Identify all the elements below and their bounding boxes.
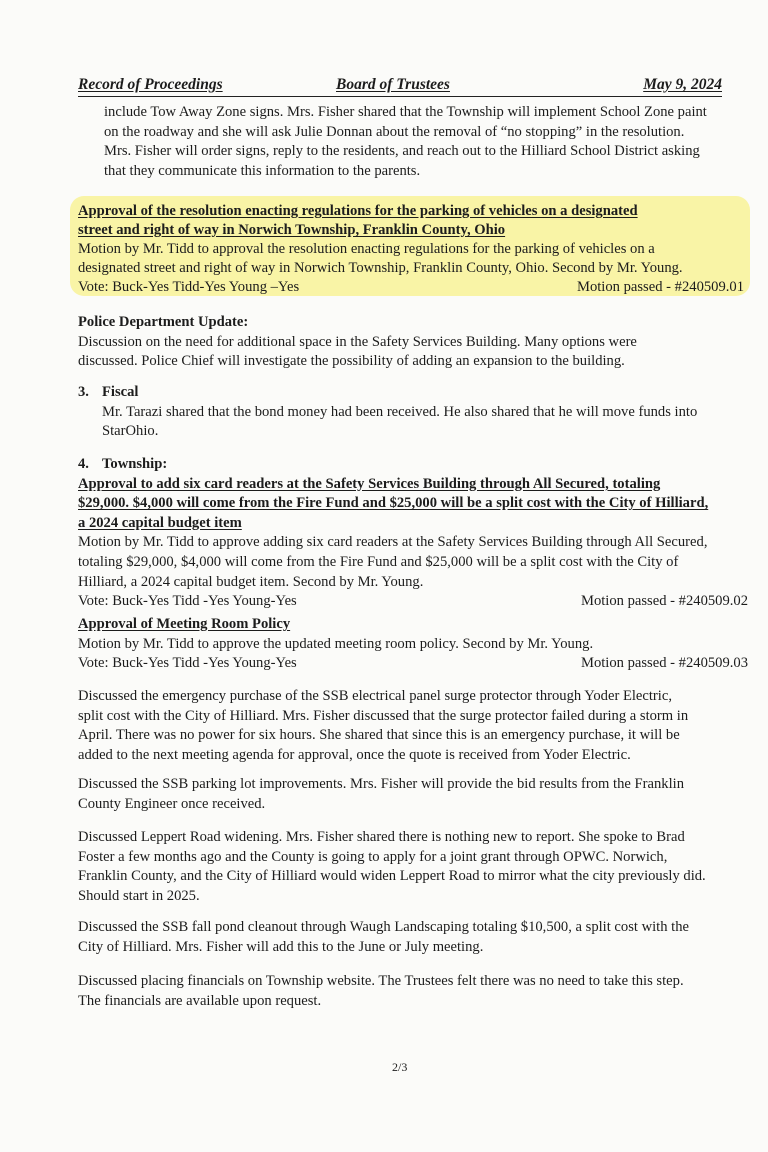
police-update-title: Police Department Update:: [78, 314, 249, 330]
fiscal-section: [78, 383, 750, 442]
discussion-paragraph: [78, 828, 750, 906]
intro-line: Mrs. Fisher will order signs, reply to the residents, and reach out to the Hilliard School District asking: [104, 143, 700, 160]
parking-resolution-motion: designated street and right of way in Norwich Township, Franklin County, Ohio. Second by Mr. Young.: [78, 260, 683, 276]
intro-line: include Tow Away Zone signs. Mrs. Fisher shared that the Township will implement School Zone paint: [104, 104, 707, 120]
discussion-line: City of Hilliard. Mrs. Fisher will add this to the June or July meeting.: [78, 938, 484, 955]
card-readers-motion: Hilliard, a 2024 capital budget item. Second by Mr. Young.: [78, 573, 424, 590]
header-date: May 9, 2024: [643, 76, 722, 93]
fiscal-title: 3. Fiscal: [78, 384, 139, 400]
discussion-line: County Engineer once received.: [78, 795, 266, 812]
discussion-paragraph: [78, 918, 750, 957]
police-update-line: discussed. Police Chief will investigate the possibility of adding an expansion to the building.: [78, 353, 625, 370]
meeting-room-section: [78, 615, 748, 674]
discussion-line: April. There was no power for six hours. She shared that since this is an emergency purchase, it will be: [78, 727, 680, 744]
intro-line: that they communicate this information to the parents.: [104, 162, 421, 179]
vote-text: Vote: Buck-Yes Tidd-Yes Young –Yes: [78, 279, 300, 295]
header-board-of-trustees: Board of Trustees: [336, 76, 450, 93]
parking-resolution-section: [78, 202, 744, 297]
discussion-line: Discussed placing financials on Township website. The Trustees felt there was no need to take this step.: [78, 973, 684, 989]
discussion-paragraph: [78, 775, 750, 814]
parking-resolution-motion: Motion by Mr. Tidd to approval the resolution enacting regulations for the parking of vehicles on a: [78, 241, 655, 257]
parking-resolution-title: street and right of way in Norwich Township, Franklin County, Ohio: [78, 222, 506, 238]
card-readers-motion: totaling $29,000, $4,000 will come from the Fire Fund and $25,000 will be a split cost with the City of: [78, 553, 679, 570]
discussion-paragraph: [78, 687, 750, 765]
card-readers-title: Approval to add six card readers at the Safety Services Building through All Secured, totaling: [78, 475, 661, 492]
fiscal-line: Mr. Tarazi shared that the bond money had been received. He also shared that he will move funds into: [102, 403, 698, 420]
discussion-paragraph: [78, 972, 750, 1011]
intro-paragraph: [104, 103, 754, 181]
meeting-room-title: Approval of Meeting Room Policy: [78, 616, 291, 632]
motion-result: Motion passed - #240509.03: [580, 655, 748, 672]
card-readers-motion: Motion by Mr. Tidd to approve adding six card readers at the Safety Services Building through All Secured,: [78, 534, 708, 551]
discussion-line: Discussed Leppert Road widening. Mrs. Fisher shared there is nothing new to report. She spoke to Brad: [78, 829, 685, 845]
header-record-of-proceedings: Record of Proceedings: [78, 76, 223, 93]
police-update-line: Discussion on the need for additional space in the Safety Services Building. Many options were: [78, 333, 637, 350]
discussion-line: Foster a few months ago and the County is going to apply for a joint grant through OPWC. Norwich,: [78, 848, 668, 865]
discussion-line: The financials are available upon request.: [78, 992, 322, 1009]
card-readers-title: $29,000. $4,000 will come from the Fire Fund and $25,000 will be a split cost with the City of Hilliard,: [78, 495, 709, 512]
motion-result: Motion passed - #240509.02: [580, 593, 748, 610]
discussion-line: split cost with the City of Hilliard. Mrs. Fisher discussed that the surge protector failed during a storm in: [78, 707, 689, 724]
vote-row: [78, 654, 748, 674]
intro-line: on the roadway and she will ask Julie Donnan about the removal of “no stopping” in the resolution.: [104, 123, 685, 140]
vote-text: Vote: Buck-Yes Tidd -Yes Young-Yes: [78, 655, 297, 672]
township-section: [78, 455, 748, 612]
vote-row: [78, 592, 748, 612]
page-number: 2/3: [392, 1060, 408, 1074]
discussion-line: Should start in 2025.: [78, 887, 200, 904]
vote-text: Vote: Buck-Yes Tidd -Yes Young-Yes: [78, 593, 297, 610]
vote-row: [78, 278, 744, 297]
discussion-line: Discussed the emergency purchase of the SSB electrical panel surge protector through Yoder Electric,: [78, 688, 672, 704]
motion-result: Motion passed - #240509.01: [576, 279, 744, 295]
discussion-line: Franklin County, and the City of Hilliard would widen Leppert Road to mirror what the city previously did.: [78, 868, 706, 885]
page-header: [78, 76, 722, 97]
police-update-section: [78, 313, 744, 372]
discussion-line: added to the next meeting agenda for approval, once the quote is received from Yoder Electric.: [78, 746, 631, 763]
township-title: 4. Township:: [78, 456, 168, 472]
fiscal-line: StarOhio.: [102, 423, 159, 440]
parking-resolution-title: Approval of the resolution enacting regulations for the parking of vehicles on a designated: [78, 203, 638, 219]
meeting-room-motion: Motion by Mr. Tidd to approve the updated meeting room policy. Second by Mr. Young.: [78, 635, 594, 652]
discussion-line: Discussed the SSB parking lot improvements. Mrs. Fisher will provide the bid results from the Franklin: [78, 776, 684, 792]
discussion-line: Discussed the SSB fall pond cleanout through Waugh Landscaping totaling $10,500, a split cost with the: [78, 919, 690, 935]
card-readers-title: a 2024 capital budget item: [78, 514, 242, 531]
